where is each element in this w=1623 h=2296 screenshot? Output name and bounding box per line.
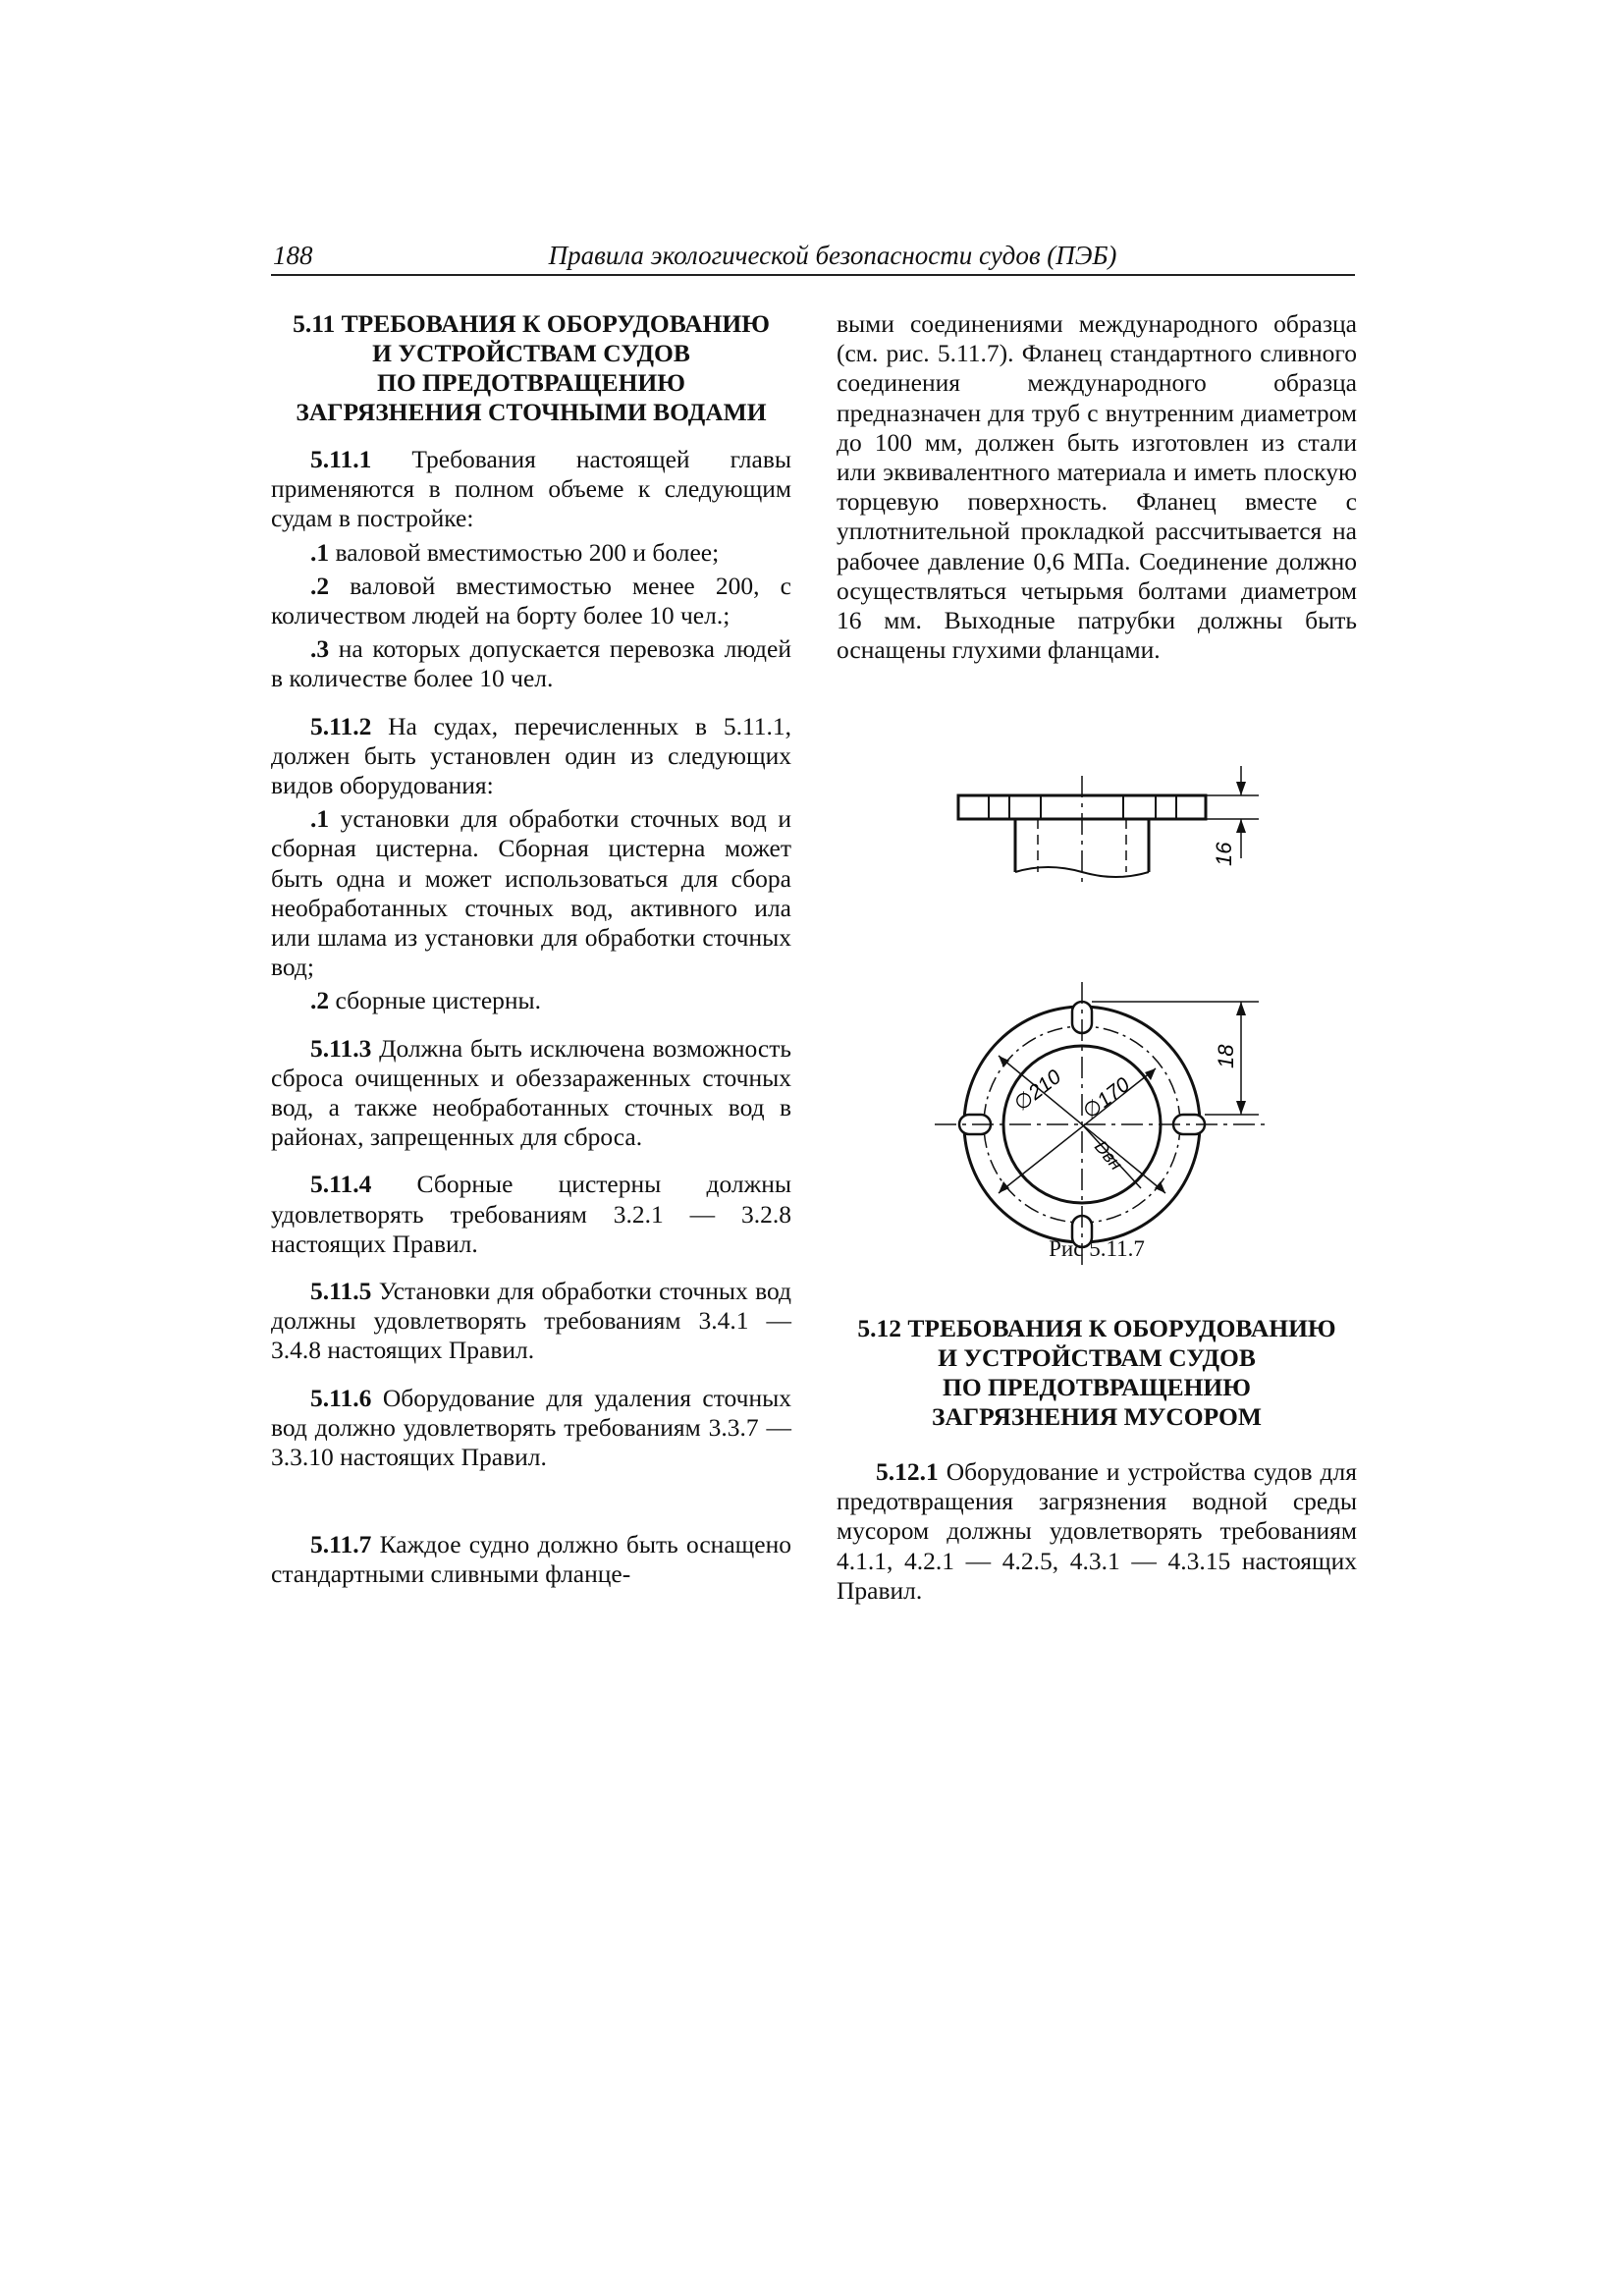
clause-text: Сборные цистерны должны удовлетворять требованиям 3.2.1 — 3.2.8 настоящих Правил.: [271, 1170, 791, 1258]
dim-inner-diameter-label: Dвн: [1090, 1136, 1127, 1175]
clause-text: Требования настоящей главы применяются в полном объеме к следующим судам в постройке:: [271, 445, 791, 533]
list-item: [271, 804, 791, 982]
list-item: [271, 572, 791, 630]
paragraph-5-11-1: [271, 445, 791, 534]
paragraph-5-12-1: [837, 1457, 1357, 1606]
clause-text: Установки для обработки сточных вод должны удовлетворять требованиям 3.4.1 — 3.4.8 настоящих Правил.: [271, 1277, 791, 1365]
item-text: валовой вместимостью 200 и более;: [329, 537, 720, 567]
page-header: [271, 241, 1355, 276]
page-number: 188: [273, 241, 313, 270]
dim-outer-diameter-label: ∅210: [1009, 1065, 1066, 1116]
clause-number: 5.11.2: [310, 711, 372, 740]
paragraph-5-11-4: [271, 1170, 791, 1259]
heading-line: 5.11 ТРЕБОВАНИЯ К ОБОРУДОВАНИЮ: [293, 309, 770, 338]
item-number: .2: [310, 986, 330, 1015]
section-5-12-heading: [837, 1314, 1357, 1432]
heading-line: 5.12 ТРЕБОВАНИЯ К ОБОРУДОВАНИЮ: [857, 1314, 1336, 1342]
heading-line: И УСТРОЙСТВАМ СУДОВ: [938, 1343, 1256, 1372]
paragraph-5-11-7-start: [271, 1530, 791, 1589]
clause-number: 5.11.3: [310, 1033, 372, 1063]
item-text: валовой вместимостью менее 200, с количеством людей на борту более 10 чел.;: [271, 571, 791, 630]
clause-number: 5.11.7: [310, 1530, 372, 1558]
clause-text-part-1: Каждое судно должно быть оснащено стандартными сливными фланце-: [271, 1530, 791, 1589]
paragraph-5-11-5: [271, 1277, 791, 1366]
list-item: [271, 986, 791, 1015]
section-5-11-heading: [271, 309, 791, 427]
figure-caption: Рис 5.11.7: [1049, 1236, 1145, 1261]
paragraph-5-11-6: [271, 1384, 791, 1473]
list-item: [271, 634, 791, 693]
heading-line: ПО ПРЕДОТВРАЩЕНИЮ: [943, 1373, 1251, 1401]
item-number: .2: [310, 571, 330, 600]
paragraph-5-11-2: [271, 712, 791, 801]
heading-line: ЗАГРЯЗНЕНИЯ МУСОРОМ: [932, 1402, 1262, 1431]
item-text: сборные цистерны.: [329, 986, 542, 1015]
dim-bolt-circle-label: ∅170: [1078, 1072, 1135, 1123]
paragraph-5-11-7-continued: [837, 309, 1357, 741]
clause-text-part-2: выми соединениями международного образца (см. рис. 5.11.7). Фланец стандартного сливного соединения международного образца предназначен для труб с внутренним диаметром до 100 мм, должен быть изготовлен из стали или эквивалентного материала и иметь плоскую торцевую поверхность. Фланец вместе с уплотнительной прокладкой рассчитывается на рабочее давление 0,6 МПа. Соединение должно осуществляться четырьмя болтами диаметром 16 мм. Выходные патрубки должны быть оснащены глухими фланцами.: [837, 309, 1357, 665]
dim-slot-label: 18: [1214, 1044, 1238, 1068]
clause-text: На судах, перечисленных в 5.11.1, должен быть установлен один из следующих видов оборудования:: [271, 711, 791, 800]
list-item: [271, 538, 791, 568]
clause-number: 5.11.1: [310, 445, 372, 473]
clause-number: 5.11.4: [310, 1170, 372, 1199]
clause-number: 5.11.5: [310, 1277, 372, 1306]
item-text: установки для обработки сточных вод и сборная цистерна. Сборная цистерна может быть одна и может использоваться для сбора необработанных сточных вод, активного ила или шлама из установки для обработки сточных вод;: [271, 804, 791, 982]
left-column: [271, 309, 791, 1472]
clause-text: Оборудование и устройства судов для предотвращения загрязнения водной среды мусором должны удовлетворять требованиям 4.1.1, 4.2.1 — 4.2.5, 4.3.1 — 4.3.15 настоящих Правил.: [837, 1457, 1357, 1605]
heading-line: ПО ПРЕДОТВРАЩЕНИЮ: [377, 368, 685, 397]
flange-drawing: [837, 756, 1357, 1277]
paragraph-5-11-3: [271, 1034, 791, 1153]
heading-line: ЗАГРЯЗНЕНИЯ СТОЧНЫМИ ВОДАМИ: [296, 398, 767, 426]
item-number: .3: [310, 634, 330, 664]
item-number: .1: [310, 804, 330, 834]
right-column-lower: [837, 1314, 1357, 1606]
heading-line: И УСТРОЙСТВАМ СУДОВ: [372, 339, 690, 367]
item-number: .1: [310, 537, 330, 567]
clause-number: 5.12.1: [876, 1457, 939, 1486]
dim-thickness-label: 16: [1212, 842, 1236, 866]
clause-number: 5.11.6: [310, 1383, 372, 1412]
flange-front-view: [935, 982, 1269, 1267]
running-title: Правила экологической безопасности судов (ПЭБ): [548, 241, 1117, 270]
clause-text: Должна быть исключена возможность сброса очищенных и обеззараженных сточных вод, а также необработанных сточных вод в районах, запрещенных для сброса.: [271, 1033, 791, 1152]
item-text: на которых допускается перевозка людей в количестве более 10 чел.: [271, 634, 791, 693]
clause-text: Оборудование для удаления сточных вод должно удовлетворять требованиям 3.3.7 — 3.3.10 настоящих Правил.: [271, 1383, 791, 1472]
